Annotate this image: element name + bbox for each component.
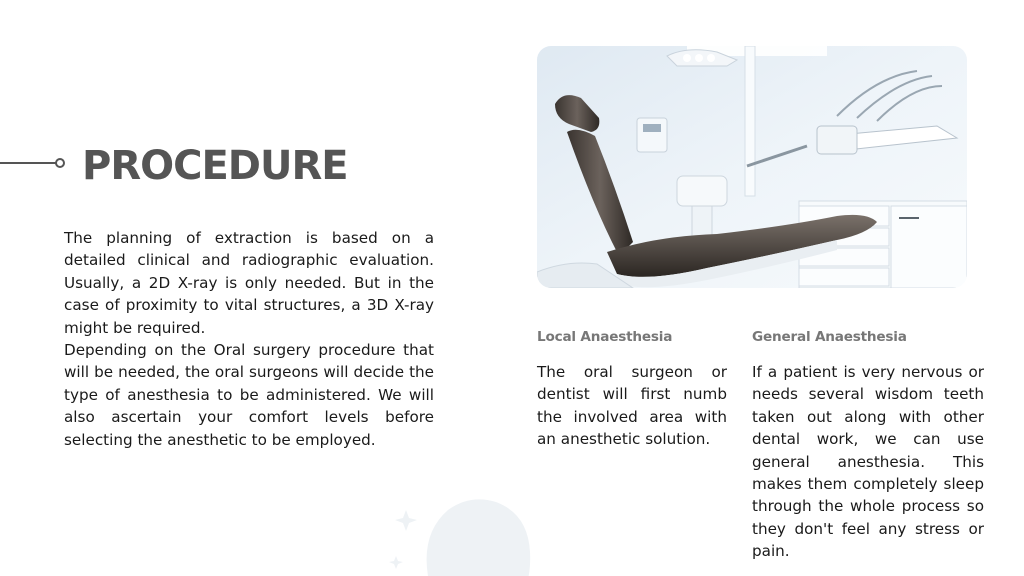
column-title: Local Anaesthesia	[537, 329, 673, 345]
body-paragraph: Depending on the Oral surgery procedure that will be needed, the oral surgeons will decide the type of anesthesia to be administered. We will also ascertain your comfort levels before selecting the anesthetic to be employed.	[64, 341, 434, 449]
general-anaesthesia-column	[752, 328, 984, 563]
column-text: The oral surgeon or dentist will first numb the involved area with an anesthetic solution.	[537, 363, 727, 449]
body-text	[64, 227, 434, 451]
slide-title: PROCEDURE	[82, 143, 348, 189]
dental-chair-photo	[537, 46, 967, 288]
title-accent-line	[0, 162, 56, 164]
column-title: General Anaesthesia	[752, 329, 907, 345]
title-accent-circle-icon	[55, 158, 65, 168]
body-paragraph: The planning of extraction is based on a detailed clinical and radiographic evaluation. Usually, a 2D X-ray is only needed. But in the case of proximity to vital structures, a 3D X-ray might be required.	[64, 229, 434, 337]
column-text: If a patient is very nervous or needs several wisdom teeth taken out along with other dental work, we can use general anesthesia. This makes them completely sleep through the whole process so they don't feel any stress or pain.	[752, 363, 984, 561]
local-anaesthesia-column	[537, 328, 727, 451]
tooth-icon	[388, 496, 538, 576]
